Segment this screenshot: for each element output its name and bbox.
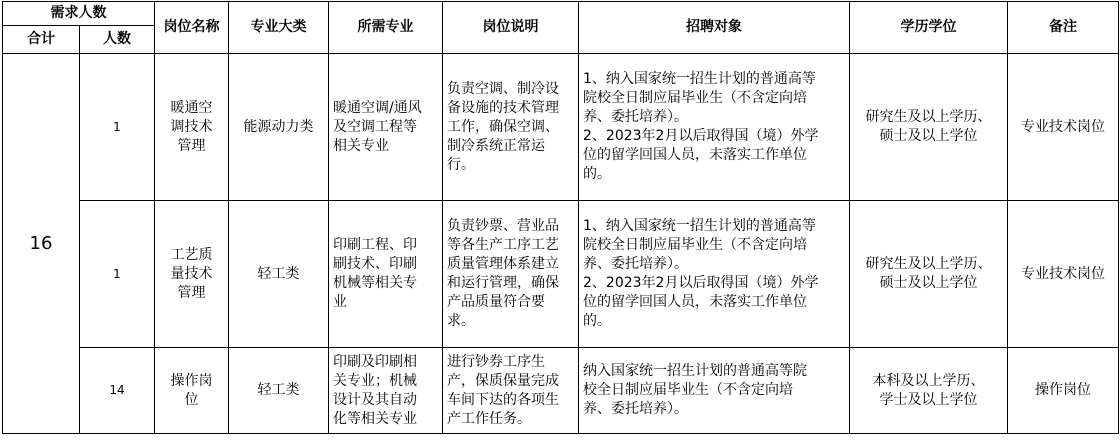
- header-position-desc: 岗位说明: [443, 2, 579, 54]
- table-row: [3, 54, 1119, 201]
- header-remark: 备注: [1008, 2, 1119, 54]
- target-cell: 1、纳入国家统一招生计划的普通高等 院校全日制应届毕业生（不含定向培 养、委托培养）。 2、2023年2月以后取得国（境）外学 位的留学回国人员，未落实工作单位 的。: [579, 54, 850, 201]
- total-cell: 16: [3, 54, 80, 434]
- target-cell: 1、纳入国家统一招生计划的普通高等 院校全日制应届毕业生（不含定向培 养、委托培养）。 2、2023年2月以后取得国（境）外学 位的留学回国人员，未落实工作单位 的。: [579, 201, 850, 348]
- major-category-cell: 轻工类: [229, 201, 329, 348]
- position-desc-cell: 负责空调、制冷设 备设施的技术管理 工作，确保空调、 制冷系统正常运 行。: [443, 54, 579, 201]
- header-row-1: [3, 2, 1119, 26]
- position-name-cell: 暖通空 调技术 管理: [155, 54, 229, 201]
- count-cell: 1: [80, 54, 155, 201]
- remark-cell: 专业技术岗位: [1008, 54, 1119, 201]
- position-desc-cell: 负责钞票、营业品 等各生产工序工艺 质量管理体系建立 和运行管理，确保 产品质量符合要 求。: [443, 201, 579, 348]
- header-required-major: 所需专业: [329, 2, 443, 54]
- header-count: 人数: [80, 26, 155, 54]
- education-cell: 本科及以上学历、 学士及以上学位: [850, 348, 1008, 434]
- count-cell: 14: [80, 348, 155, 434]
- target-cell: 纳入国家统一招生计划的普通高等院 校全日制应届毕业生（不含定向培 养、委托培养）。: [579, 348, 850, 434]
- required-major-cell: 印刷及印刷相 关专业；机械 设计及其自动 化等相关专业: [329, 348, 443, 434]
- position-desc-cell: 进行钞券工序生 产，保质保量完成 车间下达的各项生 产工作任务。: [443, 348, 579, 434]
- table-row: [3, 201, 1119, 348]
- required-major-cell: 印刷工程、印 刷技术、印刷 机械等相关专 业: [329, 201, 443, 348]
- header-position-name: 岗位名称: [155, 2, 229, 54]
- major-category-cell: 轻工类: [229, 348, 329, 434]
- header-education: 学历学位: [850, 2, 1008, 54]
- header-total: 合计: [3, 26, 80, 54]
- remark-cell: 专业技术岗位: [1008, 201, 1119, 348]
- education-cell: 研究生及以上学历、 硕士及以上学位: [850, 201, 1008, 348]
- table-row: [3, 348, 1119, 434]
- header-target: 招聘对象: [579, 2, 850, 54]
- position-name-cell: 工艺质 量技术 管理: [155, 201, 229, 348]
- header-major-category: 专业大类: [229, 2, 329, 54]
- education-cell: 研究生及以上学历、 硕士及以上学位: [850, 54, 1008, 201]
- header-demand-group: 需求人数: [3, 2, 155, 26]
- required-major-cell: 暖通空调/通风 及空调工程等 相关专业: [329, 54, 443, 201]
- recruitment-table: [2, 1, 1119, 434]
- major-category-cell: 能源动力类: [229, 54, 329, 201]
- count-cell: 1: [80, 201, 155, 348]
- position-name-cell: 操作岗 位: [155, 348, 229, 434]
- remark-cell: 操作岗位: [1008, 348, 1119, 434]
